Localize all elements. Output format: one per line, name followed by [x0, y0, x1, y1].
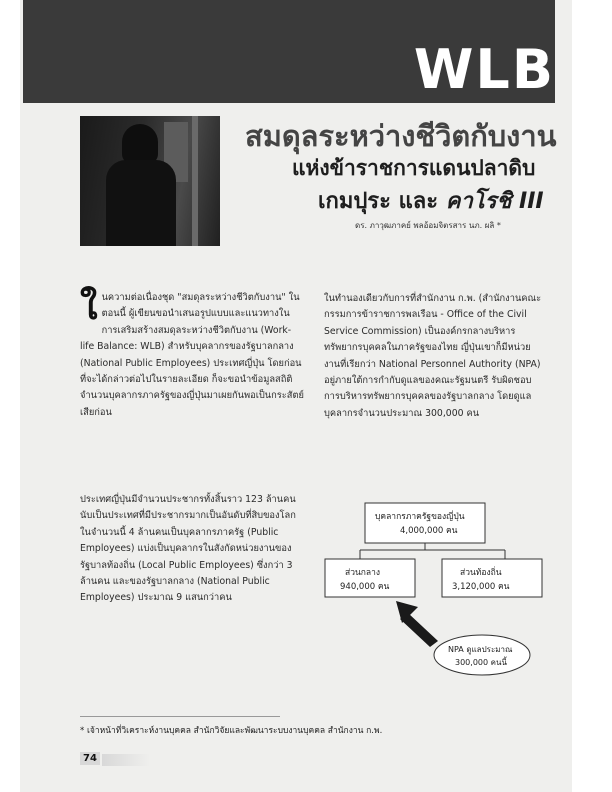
diagram-ellipse-line2: 300,000 คนนี้ — [455, 658, 507, 667]
page-number-decoration — [102, 754, 150, 766]
title-line-3 — [318, 183, 544, 218]
page-number: 74 — [80, 752, 100, 765]
diagram-left-box-line1: ส่วนกลาง — [345, 568, 381, 578]
title-line-3-prefix: เกมปุระ และ — [318, 189, 439, 214]
title-line-3-italic: คาโรชิ III — [445, 189, 544, 214]
drop-cap: ใ — [80, 287, 98, 328]
title-line-2: แห่งข้าราชการแดนปลาดิบ — [292, 156, 536, 180]
author-byline: ดร. ภาวุฒภาคย์ พลอ้อมจิตรสาร นภ. ผลิ * — [355, 221, 501, 230]
article-photo — [80, 116, 220, 246]
left-paragraph-1 — [80, 287, 305, 421]
employee-diagram — [320, 495, 550, 685]
left-paragraph-1-text: นความต่อเนื่องชุด "สมดุลระหว่างชีวิตกับงาน" ในตอนนี้ ผู้เขียนขอนำเสนอรูปแบบและแนวทางในการเสริมสร้างสมดุลระหว่างชีวิตกับงาน (Work-life Balance: WLB) สำหรับบุคลากรของรัฐบาลกลาง (National Public Employees) ประเทศญี่ปุ่น โดยก่อนที่จะได้กล่าวต่อไปในรายละเอียด ก็จะขอนำข้อมูลสถิติจำนวนบุคลากรภาครัฐของญี่ปุ่นมาเผยกันพอเป็นกระสัตย์เสียก่อน — [80, 292, 304, 418]
wlb-logo: WLB — [413, 38, 555, 101]
footnote: * เจ้าหน้าที่วิเคราะห์งานบุคคล สำนักวิจัยและพัฒนาระบบงานบุคคล สำนักงาน ก.พ. — [80, 726, 383, 736]
diagram-left-box-line2: 940,000 คน — [340, 582, 390, 592]
diagram-right-box-line2: 3,120,000 คน — [452, 582, 510, 592]
left-paragraph-2: ประเทศญี่ปุ่นมีจำนวนประชากรทั้งสิ้นราว 123 ล้านคน นับเป็นประเทศที่มีประชากรมากเป็นอันดับที่สิบของโลก ในจำนวนนี้ 4 ล้านคนเป็นบุคลากรภาครัฐ (Public Employees) แบ่งเป็นบุคลากรในสังกัดหน่วยงานของรัฐบาลท้องถิ่น (Local Public Employees) ซึ่งกว่า 3 ล้านคน และของรัฐบาลกลาง (National Public Employees) ประมาณ 9 แสนกว่าคน — [80, 494, 296, 604]
title-line-1: สมดุลระหว่างชีวิตกับงาน — [245, 119, 557, 153]
right-paragraph-1: ในทำนองเดียวกับการที่สำนักงาน ก.พ. (สำนักงานคณะกรรมการข้าราชการพลเรือน - Office of the Civil Service Commission) เป็นองค์กรกลางบริหารทรัพยากรบุคคลในภาครัฐของไทย ญี่ปุ่นเขาก็มีหน่วยงานที่เรียกว่า National Personnel Authority (NPA) อยู่ภายใต้การกำกับดูแลของคณะรัฐมนตรี รับผิดชอบการบริหารทรัพยากรบุคคลของรัฐบาลกลาง โดยดูแลบุคลากรจำนวนประมาณ 300,000 คน — [324, 293, 542, 419]
diagram-ellipse-line1: NPA ดูแลประมาณ — [448, 645, 513, 654]
diagram-top-box — [365, 503, 485, 543]
diagram-top-box-line2: 4,000,000 คน — [400, 526, 458, 536]
footnote-divider — [80, 716, 280, 717]
diagram-top-box-line1: บุคลากรภาครัฐของญี่ปุ่น — [375, 512, 465, 522]
diagram-npa-ellipse — [434, 635, 530, 675]
diagram-right-box-line1: ส่วนท้องถิ่น — [460, 568, 502, 578]
